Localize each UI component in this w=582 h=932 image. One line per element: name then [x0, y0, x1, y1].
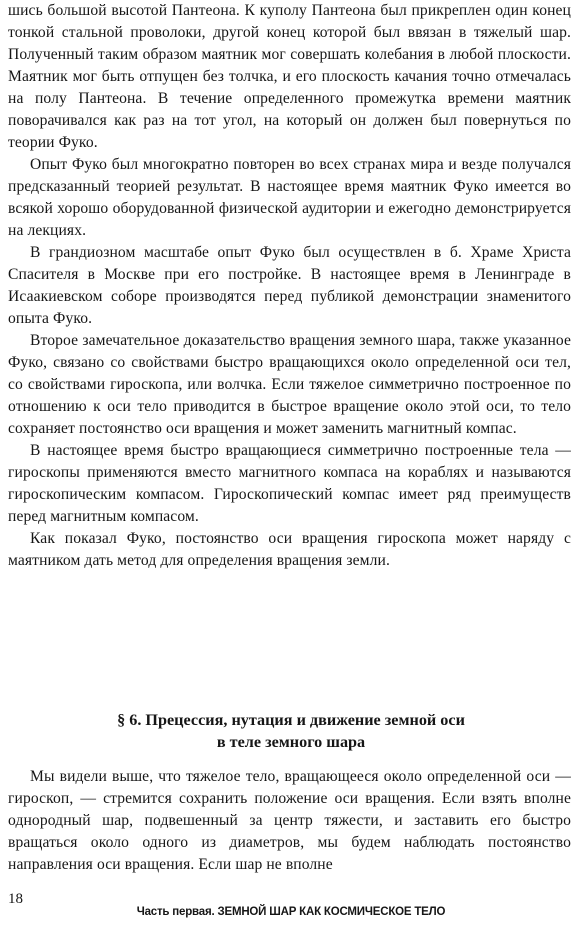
top-text-block — [8, 0, 571, 572]
section-heading-line-2: в теле земного шара — [216, 733, 366, 751]
paragraph-section-intro: Мы видели выше, что тяжелое тело, вращающееся около определенной оси — гироскоп, — стремится сохранить положение оси вращения. Если взять вполне однородный шар, подвешенный за центр тяжести, и заставить его быстро вращаться около одного из диаметров, мы будем наблюдать постоянство направления оси вращения. Если шар не вполне — [8, 768, 571, 873]
paragraph-gyrocompass: В настоящее время быстро вращающиеся симметрично построенные тела — гироскопы применяются вместо магнитного компаса на кораблях и называются гироскопическим компасом. Гироскопический компас имеет ряд преимуществ перед магнитным компасом. — [8, 442, 571, 525]
paragraph-foucault-repeated: Опыт Фуко был многократно повторен во всех странах мира и везде получался предсказанный теорией результат. В настоящее время маятник Фуко имеется во всякой хорошо оборудованной физической аудитории и ежегодно демонстрируется на лекциях. — [8, 156, 571, 239]
running-footer: Часть первая. ЗЕМНОЙ ШАР КАК КОСМИЧЕСКОЕ ТЕЛО — [136, 906, 446, 918]
paragraph-foucault-showed: Как показал Фуко, постоянство оси вращения гироскопа может наряду с маятником дать метод для определения вращения земли. — [8, 530, 571, 569]
paragraph-gyroscope: Второе замечательное доказательство вращения земного шара, также указанное Фуко, связано со свойствами быстро вращающихся около определенной оси тел, со свойствами гироскопа, или волчка. Если тяжелое симметрично построенное по отношению к оси тело приводится в быстрое вращение около этой оси, то тело сохраняет постоянство оси вращения и может заменить магнитный компас. — [8, 332, 571, 437]
bottom-text-block — [8, 766, 571, 876]
section-heading — [0, 709, 582, 753]
paragraph-grand-scale: В грандиозном масштабе опыт Фуко был осуществлен в б. Храме Христа Спасителя в Москве при его постройке. В настоящее время в Ленинграде в Исаакиевском соборе производятся перед публикой демонстрации знаменитого опыта Фуко. — [8, 244, 571, 327]
paragraph-continued: шись большой высотой Пантеона. К куполу Пантеона был прикреплен один конец тонкой стальной проволоки, другой конец которой был ввязан в тяжелый шар. Полученный таким образом маятник мог совершать колебания в любой плоскости. Маятник мог быть отпущен без толчка, и его плоскость качания точно отмечалась на полу Пантеона. В течение определенного промежутка времени маятник поворачивался как раз на тот угол, на который он должен был повернуться по теории Фуко. — [8, 2, 571, 151]
section-heading-line-1: § 6. Прецессия, нутация и движение земной оси — [117, 711, 465, 729]
page-number: 18 — [8, 891, 23, 907]
